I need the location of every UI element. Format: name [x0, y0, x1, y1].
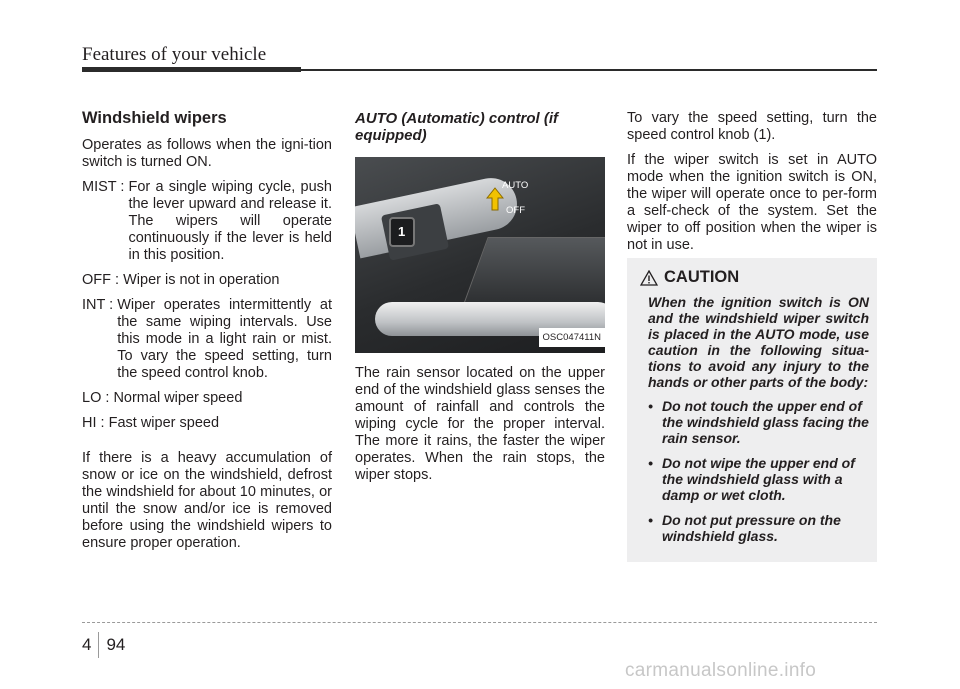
auto-control-heading: AUTO (Automatic) control (if equipped) [355, 110, 559, 144]
caution-item: • Do not put pressure on the windshield glass. [648, 512, 841, 544]
middle-column [355, 110, 605, 492]
watermark: carmanualsonline.info [625, 660, 817, 681]
mode-desc: Wiper operates intermittently at the same wiping intervals. Use this mode in a light rain or mist. To vary the speed setting, turn the speed control knob. [117, 297, 332, 381]
mode-term: LO : [82, 390, 114, 406]
mode-term: MIST : [82, 179, 129, 195]
windshield-wipers-heading: Windshield wipers [82, 109, 227, 127]
mode-desc: Normal wiper speed [113, 390, 243, 406]
speed-setting-text: To vary the speed setting, turn the speed control knob (1). [627, 110, 877, 143]
mode-lo [82, 390, 332, 407]
mode-hi [82, 415, 332, 432]
rain-sensor-text: The rain sensor located on the upper end of the windshield glass senses the amount of rainfall and controls the wiping cycle for the proper interval. The more it rains, the faster the wiper operates. When the rain stops, the wiper stops. [355, 365, 605, 483]
mode-desc: Fast wiper speed [108, 415, 220, 431]
footer-rule [82, 622, 877, 623]
mode-int [82, 297, 332, 382]
mode-off [82, 272, 332, 289]
header-rule-thin [301, 69, 877, 71]
page-number-value: 94 [106, 635, 126, 654]
mode-term: HI : [82, 415, 109, 431]
heavy-accumulation-note: If there is a heavy accumulation of snow or ice on the windshield, defrost the windshield for about 10 minutes, or until the snow and/or ice is removed before using the windshield wipers to ensure proper operation. [82, 450, 332, 551]
mode-term: OFF : [82, 272, 124, 288]
page-number [82, 632, 125, 658]
mode-desc: For a single wiping cycle, push the lever upward and release it. The wipers will operate continuously if the lever is held in this position. [128, 179, 332, 263]
caution-box [627, 258, 877, 562]
windshield-illustration [462, 237, 605, 307]
knob-number-label: 1 [398, 224, 406, 239]
left-column [82, 110, 332, 560]
auto-mode-text: If the wiper switch is set in AUTO mode when the ignition switch is ON, the wiper will operate once to per-form a self-check of the system. Set the wiper to off position when the wiper is not in use. [627, 152, 877, 253]
figure-label-auto: AUTO [502, 180, 529, 191]
header-rule-thick [82, 67, 301, 72]
caution-item: • Do not wipe the upper end of the windshield glass with a damp or wet cloth. [648, 455, 855, 503]
mode-term: INT : [82, 297, 118, 313]
wiper-stalk-figure [355, 157, 605, 353]
mode-desc: Wiper is not in operation [123, 272, 280, 288]
mode-mist [82, 179, 332, 264]
chapter-number: 4 [82, 635, 92, 654]
wipers-intro: Operates as follows when the igni-tion switch is turned ON. [82, 137, 332, 170]
right-column [627, 110, 877, 262]
figure-label-off: OFF [506, 205, 525, 216]
caution-item: • Do not touch the upper end of the windshield glass facing the rain sensor. [648, 398, 869, 446]
warning-triangle-icon [640, 270, 658, 286]
caution-title [640, 268, 869, 287]
caution-intro: When the ignition switch is ON and the windshield wiper switch is placed in the AUTO mode, use caution in the following situa-tions to avoid any injury to the hands or other parts of the body: [648, 294, 869, 390]
caution-list [648, 398, 869, 544]
page-header-title: Features of your vehicle [82, 44, 267, 65]
caution-title-text: CAUTION [664, 268, 740, 286]
figure-code: OSC047411N [539, 328, 605, 347]
